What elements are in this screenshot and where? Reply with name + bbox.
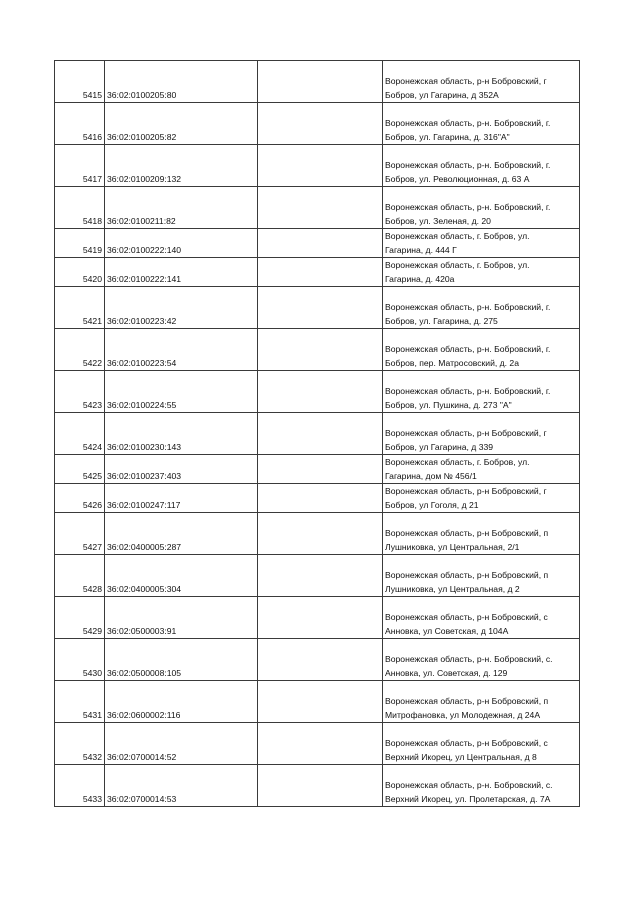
address-cell xyxy=(383,258,580,287)
empty-cell xyxy=(258,513,383,555)
address-line: Воронежская область, г. Бобров, ул. xyxy=(385,231,530,241)
table-row xyxy=(55,258,580,287)
table-row xyxy=(55,61,580,103)
cadastral-number-cell: 36:02:0100222:141 xyxy=(105,258,258,287)
empty-cell xyxy=(258,103,383,145)
cadastral-number-cell: 36:02:0100224:55 xyxy=(105,371,258,413)
address-cell xyxy=(383,513,580,555)
table-row xyxy=(55,765,580,807)
address-line: Воронежская область, р-н Бобровский, г xyxy=(385,428,547,438)
address-line: Бобров, ул. Пушкина, д. 273 "А" xyxy=(385,400,512,410)
table-row xyxy=(55,187,580,229)
address-line: Воронежская область, р-н Бобровский, п xyxy=(385,696,549,706)
row-number-cell: 5427 xyxy=(55,513,105,555)
address-line: Воронежская область, р-н Бобровский, п xyxy=(385,528,549,538)
table-row xyxy=(55,329,580,371)
empty-cell xyxy=(258,145,383,187)
address-cell xyxy=(383,287,580,329)
row-number-cell: 5423 xyxy=(55,371,105,413)
table-row xyxy=(55,371,580,413)
table-row xyxy=(55,555,580,597)
cadastral-number-cell: 36:02:0500008:105 xyxy=(105,639,258,681)
empty-cell xyxy=(258,329,383,371)
address-line: Воронежская область, р-н. Бобровский, г. xyxy=(385,302,551,312)
table-row xyxy=(55,513,580,555)
address-line: Воронежская область, р-н. Бобровский, с. xyxy=(385,780,553,790)
table-row xyxy=(55,597,580,639)
address-line: Бобров, ул. Революционная, д. 63 А xyxy=(385,174,530,184)
empty-cell xyxy=(258,229,383,258)
empty-cell xyxy=(258,413,383,455)
cadastral-number-cell: 36:02:0500003:91 xyxy=(105,597,258,639)
table-row xyxy=(55,681,580,723)
address-cell xyxy=(383,187,580,229)
address-cell xyxy=(383,329,580,371)
address-line: Гагарина, дом № 456/1 xyxy=(385,471,477,481)
address-line: Воронежская область, р-н. Бобровский, г. xyxy=(385,344,551,354)
empty-cell xyxy=(258,484,383,513)
address-line: Бобров, ул Гагарина, д 352А xyxy=(385,90,499,100)
row-number-cell: 5420 xyxy=(55,258,105,287)
address-line: Анновка, ул Советская, д 104А xyxy=(385,626,509,636)
cadastral-number-cell: 36:02:0400005:304 xyxy=(105,555,258,597)
address-line: Воронежская область, р-н Бобровский, п xyxy=(385,570,549,580)
row-number-cell: 5419 xyxy=(55,229,105,258)
table-row xyxy=(55,484,580,513)
cadastral-number-cell: 36:02:0700014:53 xyxy=(105,765,258,807)
address-cell xyxy=(383,103,580,145)
row-number-cell: 5424 xyxy=(55,413,105,455)
row-number-cell: 5426 xyxy=(55,484,105,513)
address-cell xyxy=(383,639,580,681)
row-number-cell: 5428 xyxy=(55,555,105,597)
table-row xyxy=(55,723,580,765)
empty-cell xyxy=(258,371,383,413)
address-line: Воронежская область, р-н Бобровский, с xyxy=(385,612,548,622)
table-row xyxy=(55,145,580,187)
row-number-cell: 5418 xyxy=(55,187,105,229)
address-cell xyxy=(383,229,580,258)
address-line: Бобров, пер. Матросовский, д. 2а xyxy=(385,358,519,368)
row-number-cell: 5429 xyxy=(55,597,105,639)
address-cell xyxy=(383,413,580,455)
address-line: Воронежская область, р-н Бобровский, г xyxy=(385,486,547,496)
row-number-cell: 5417 xyxy=(55,145,105,187)
empty-cell xyxy=(258,597,383,639)
address-cell xyxy=(383,145,580,187)
address-line: Воронежская область, р-н Бобровский, г xyxy=(385,76,547,86)
address-line: Анновка, ул. Советская, д. 129 xyxy=(385,668,508,678)
cadastral-number-cell: 36:02:0100247:117 xyxy=(105,484,258,513)
address-line: Воронежская область, г. Бобров, ул. xyxy=(385,260,530,270)
address-line: Лушниковка, ул Центральная, 2/1 xyxy=(385,542,520,552)
address-cell xyxy=(383,455,580,484)
row-number-cell: 5422 xyxy=(55,329,105,371)
empty-cell xyxy=(258,287,383,329)
address-cell xyxy=(383,371,580,413)
row-number-cell: 5425 xyxy=(55,455,105,484)
cadastral-number-cell: 36:02:0100223:54 xyxy=(105,329,258,371)
cadastral-number-cell: 36:02:0700014:52 xyxy=(105,723,258,765)
empty-cell xyxy=(258,187,383,229)
empty-cell xyxy=(258,455,383,484)
address-line: Верхний Икорец, ул. Пролетарская, д. 7А xyxy=(385,794,551,804)
empty-cell xyxy=(258,258,383,287)
address-line: Гагарина, д. 420а xyxy=(385,274,455,284)
cadastral-number-cell: 36:02:0100209:132 xyxy=(105,145,258,187)
address-cell xyxy=(383,765,580,807)
table-row xyxy=(55,229,580,258)
table-row xyxy=(55,413,580,455)
address-line: Бобров, ул. Гагарина, д. 316"А" xyxy=(385,132,510,142)
address-cell xyxy=(383,723,580,765)
address-cell xyxy=(383,484,580,513)
empty-cell xyxy=(258,765,383,807)
address-cell xyxy=(383,555,580,597)
address-line: Верхний Икорец, ул Центральная, д 8 xyxy=(385,752,537,762)
table-row xyxy=(55,639,580,681)
address-line: Воронежская область, р-н. Бобровский, с. xyxy=(385,654,553,664)
row-number-cell: 5421 xyxy=(55,287,105,329)
address-line: Воронежская область, р-н. Бобровский, г. xyxy=(385,118,551,128)
address-line: Бобров, ул. Гагарина, д. 275 xyxy=(385,316,498,326)
address-line: Бобров, ул Гагарина, д 339 xyxy=(385,442,494,452)
address-line: Воронежская область, р-н. Бобровский, г. xyxy=(385,386,551,396)
row-number-cell: 5432 xyxy=(55,723,105,765)
cadastral-number-cell: 36:02:0100223:42 xyxy=(105,287,258,329)
cadastral-number-cell: 36:02:0400005:287 xyxy=(105,513,258,555)
empty-cell xyxy=(258,723,383,765)
address-line: Бобров, ул. Зеленая, д. 20 xyxy=(385,216,491,226)
address-line: Воронежская область, р-н. Бобровский, г. xyxy=(385,202,551,212)
row-number-cell: 5415 xyxy=(55,61,105,103)
cadastral-number-cell: 36:02:0100211:82 xyxy=(105,187,258,229)
address-cell xyxy=(383,681,580,723)
cadastral-number-cell: 36:02:0100222:140 xyxy=(105,229,258,258)
address-line: Воронежская область, р-н. Бобровский, г. xyxy=(385,160,551,170)
table-row xyxy=(55,103,580,145)
empty-cell xyxy=(258,555,383,597)
cadastral-number-cell: 36:02:0100205:82 xyxy=(105,103,258,145)
table-row xyxy=(55,287,580,329)
row-number-cell: 5431 xyxy=(55,681,105,723)
row-number-cell: 5430 xyxy=(55,639,105,681)
address-cell xyxy=(383,61,580,103)
empty-cell xyxy=(258,681,383,723)
cadastral-number-cell: 36:02:0100230:143 xyxy=(105,413,258,455)
register-table-body xyxy=(55,61,580,807)
empty-cell xyxy=(258,639,383,681)
table-row xyxy=(55,455,580,484)
empty-cell xyxy=(258,61,383,103)
row-number-cell: 5433 xyxy=(55,765,105,807)
address-cell xyxy=(383,597,580,639)
property-register-table xyxy=(54,60,580,807)
address-line: Митрофановка, ул Молодежная, д 24А xyxy=(385,710,541,720)
row-number-cell: 5416 xyxy=(55,103,105,145)
cadastral-number-cell: 36:02:0600002:116 xyxy=(105,681,258,723)
address-line: Воронежская область, р-н Бобровский, с xyxy=(385,738,548,748)
address-line: Бобров, ул Гоголя, д 21 xyxy=(385,500,479,510)
address-line: Гагарина, д. 444 Г xyxy=(385,245,457,255)
address-line: Воронежская область, г. Бобров, ул. xyxy=(385,457,530,467)
address-line: Лушниковка, ул Центральная, д 2 xyxy=(385,584,520,594)
cadastral-number-cell: 36:02:0100237:403 xyxy=(105,455,258,484)
cadastral-number-cell: 36:02:0100205:80 xyxy=(105,61,258,103)
